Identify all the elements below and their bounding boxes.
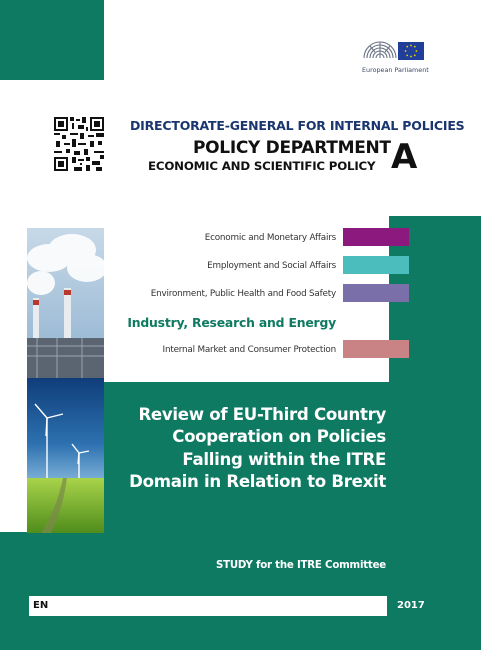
publication-year: 2017: [397, 600, 425, 611]
policy-department-title: POLICY DEPARTMENT: [193, 138, 391, 158]
policy-bar-employment-social: [343, 256, 409, 274]
policy-label-environment-health: Environment, Public Health and Food Safety: [150, 289, 336, 299]
policy-bar-economic-monetary: [343, 228, 409, 246]
policy-label-internal-market: Internal Market and Consumer Protection: [162, 345, 336, 355]
parliament-name: European Parliament: [362, 66, 429, 74]
eu-flag-icon: [398, 42, 424, 60]
policy-bar-internal-market: [343, 340, 409, 358]
policy-label-employment-social: Employment and Social Affairs: [207, 261, 336, 271]
language-code: EN: [33, 600, 49, 611]
policy-bar-environment-health: [343, 284, 409, 302]
policy-label-industry-research-energy: Industry, Research and Energy: [127, 315, 336, 330]
department-letter: A: [391, 137, 418, 177]
top-left-green-block: [0, 0, 104, 80]
title-line: Cooperation on Policies: [172, 427, 386, 447]
european-parliament-logo: [362, 28, 428, 76]
title-line: Review of EU-Third Country: [138, 405, 386, 424]
directorate-general-title: DIRECTORATE-GENERAL FOR INTERNAL POLICIES: [130, 118, 465, 133]
title-line: Falling within the ITRE: [182, 449, 386, 469]
policy-label-economic-monetary: Economic and Monetary Affairs: [204, 233, 336, 243]
department-subtitle: ECONOMIC AND SCIENTIFIC POLICY: [148, 159, 376, 173]
title-line: Domain in Relation to Brexit: [129, 471, 386, 491]
cover-photo-industry-and-wind: [27, 228, 104, 533]
lower-left-green-block: [0, 532, 104, 650]
language-bar: [29, 596, 387, 616]
study-subtitle: STUDY for the ITRE Committee: [215, 560, 386, 571]
qr-code-icon: [54, 117, 104, 171]
hemicycle-icon: [362, 30, 398, 60]
study-title: [116, 404, 386, 493]
